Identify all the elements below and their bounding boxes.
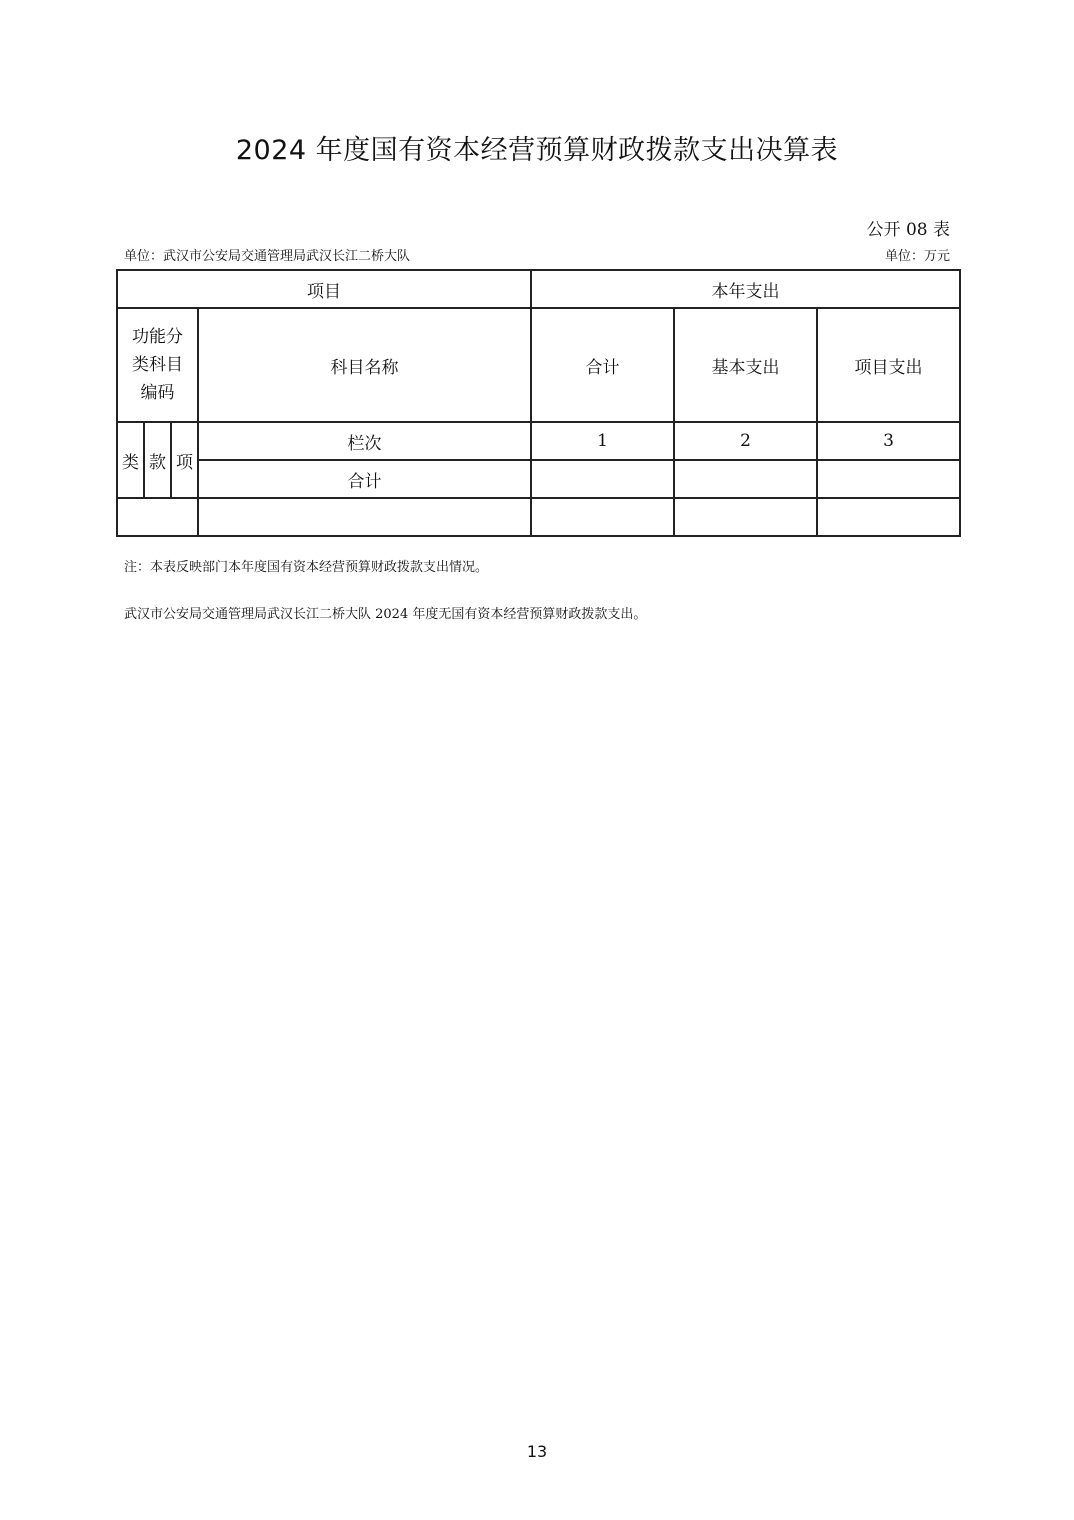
header-section: 款 bbox=[144, 422, 171, 498]
total-cell bbox=[531, 498, 674, 536]
project-value-cell bbox=[817, 460, 960, 498]
header-project-expense: 项目支出 bbox=[817, 308, 960, 422]
header-function-code bbox=[117, 308, 198, 422]
header-total: 合计 bbox=[531, 308, 674, 422]
name-cell bbox=[198, 498, 531, 536]
total-value-cell bbox=[531, 460, 674, 498]
form-number: 公开 08 表 bbox=[866, 220, 950, 240]
table-note: 注：本表反映部门本年度国有资本经营预算财政拨款支出情况。 bbox=[124, 560, 489, 575]
table-column-index-row bbox=[117, 422, 960, 460]
row-label-column-index: 栏次 bbox=[198, 422, 531, 460]
table-row bbox=[117, 498, 960, 536]
document-title: 2024 年度国有资本经营预算财政拨款支出决算表 bbox=[235, 135, 839, 166]
func-code-line: 功能分 bbox=[132, 327, 183, 347]
basic-cell bbox=[674, 498, 817, 536]
no-expense-statement: 武汉市公安局交通管理局武汉长江二桥大队 2024 年度无国有资本经营预算财政拨款支出。 bbox=[124, 607, 647, 622]
header-item: 项 bbox=[171, 422, 198, 498]
header-subject-name: 科目名称 bbox=[198, 308, 531, 422]
table-total-row bbox=[117, 460, 960, 498]
func-code-line: 类科目 bbox=[132, 355, 183, 375]
page-number: 13 bbox=[526, 1442, 548, 1461]
header-class: 类 bbox=[117, 422, 144, 498]
func-code-line: 编码 bbox=[140, 383, 175, 403]
column-index-2: 2 bbox=[674, 422, 817, 460]
table-header-row bbox=[117, 270, 960, 308]
unit-currency: 单位：万元 bbox=[884, 249, 950, 264]
budget-table bbox=[116, 269, 961, 537]
table-subheader-row bbox=[117, 308, 960, 422]
basic-value-cell bbox=[674, 460, 817, 498]
project-cell bbox=[817, 498, 960, 536]
header-project: 项目 bbox=[117, 270, 531, 308]
header-current-year: 本年支出 bbox=[531, 270, 960, 308]
column-index-1: 1 bbox=[531, 422, 674, 460]
code-cell bbox=[117, 498, 198, 536]
header-basic-expense: 基本支出 bbox=[674, 308, 817, 422]
column-index-3: 3 bbox=[817, 422, 960, 460]
unit-organization: 单位：武汉市公安局交通管理局武汉长江二桥大队 bbox=[124, 249, 411, 264]
total-label: 合计 bbox=[198, 460, 531, 498]
